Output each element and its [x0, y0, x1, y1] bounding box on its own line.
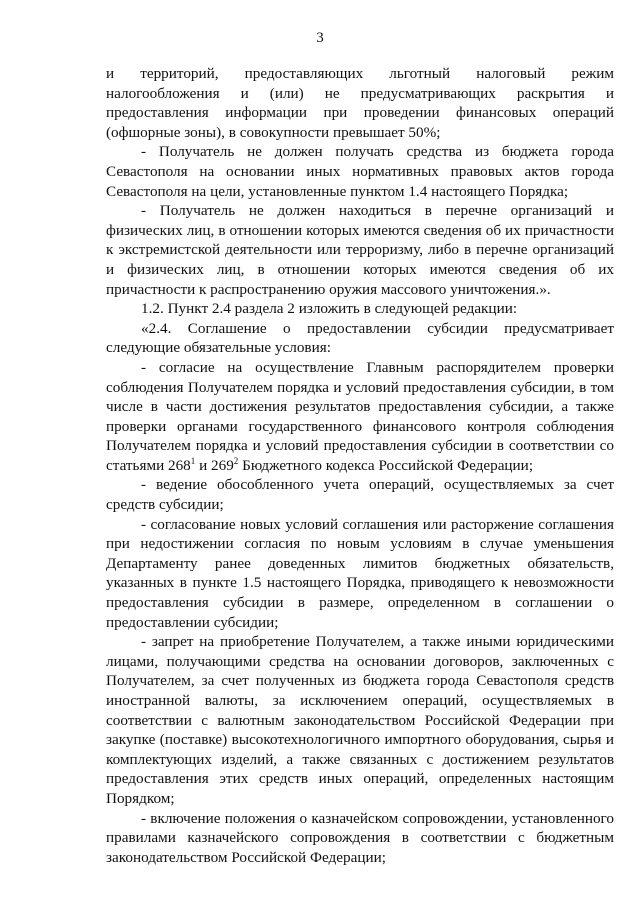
paragraph-amendment-1-2: 1.2. Пункт 2.4 раздела 2 изложить в следующей редакции: [141, 300, 518, 318]
paragraph-no-other-funds: - Получатель не должен получать средства из бюджета города Севастополя на основании иных нормативных правовых актов города Севастополя на цели, установленные пунктом 1.4 настоящего Порядка; [106, 143, 614, 200]
paragraph-separate-accounting: - ведение обособленного учета операций, осуществляемых за счет средств субсидии; [106, 476, 614, 514]
audit-consent-text: - согласие на осуществление Главным распорядителем проверки соблюдения Получателем порядка и условий предоставления субсидии, в том числе в части достижения результатов предоставления субсидии, а также проверки органами государственного финансового контроля соблюдения Получателем порядка и условий предоставления субсидии в соответствии со статьями 268 [106, 358, 614, 474]
paragraph-not-in-list: - Получатель не должен находиться в перечне организаций и физических лиц, в отношении которых имеются сведения об их причастности к экстремистской деятельности или терроризму, либо в перечне организаций и физических лиц, в отношении которых имеются сведения об их причастности к распространению оружия массового уничтожения.». [106, 202, 614, 298]
document-body [106, 64, 614, 867]
paragraph-offshore: и территорий, предоставляющих льготный налоговый режим налогообложения и (или) не предусматривающих раскрытия и предоставления информации при проведении финансовых операций (офшорные зоны), в совокупности превышает 50%; [106, 65, 614, 141]
paragraph-treasury-support: - включение положения о казначейском сопровождении, установленного правилами казначейского сопровождения в соответствии с бюджетным законодательством Российской Федерации; [106, 809, 614, 866]
paragraph-audit-consent [106, 358, 614, 476]
audit-consent-end: Бюджетного кодекса Российской Федерации; [238, 456, 534, 474]
superscript-2: 2 [233, 455, 239, 466]
page-number: 3 [316, 30, 324, 46]
paragraph-agreement-2-4: «2.4. Соглашение о предоставлении субсидии предусматривает следующие обязательные условия: [106, 319, 614, 357]
audit-consent-and: и 269 [195, 456, 234, 474]
paragraph-new-conditions: - согласование новых условий соглашения или расторжение соглашения при недостижении согласия по новым условиям в случае уменьшения Департаменту ранее доведенных лимитов бюджетных обязательств, указанных в пункте 1.5 настоящего Порядка, приводящего к невозможности предоставления субсидии в размере, определенном в соглашении о предоставлении субсидии; [106, 515, 614, 631]
superscript-1: 1 [190, 455, 196, 466]
paragraph-currency-ban: - запрет на приобретение Получателем, а также иными юридическими лицами, получающими средства на основании договоров, заключенных с Получателем, за счет полученных из бюджета города Севастополя средств иностранной валюты, за исключением операций, осуществляемых в соответствии с валютным законодательством Российской Федерации при закупке (поставке) высокотехнологичного импортного оборудования, сырья и комплектующих изделий, а также связанных с достижением результатов предоставления этих средств иных операций, определенных настоящим Порядком; [106, 633, 614, 807]
